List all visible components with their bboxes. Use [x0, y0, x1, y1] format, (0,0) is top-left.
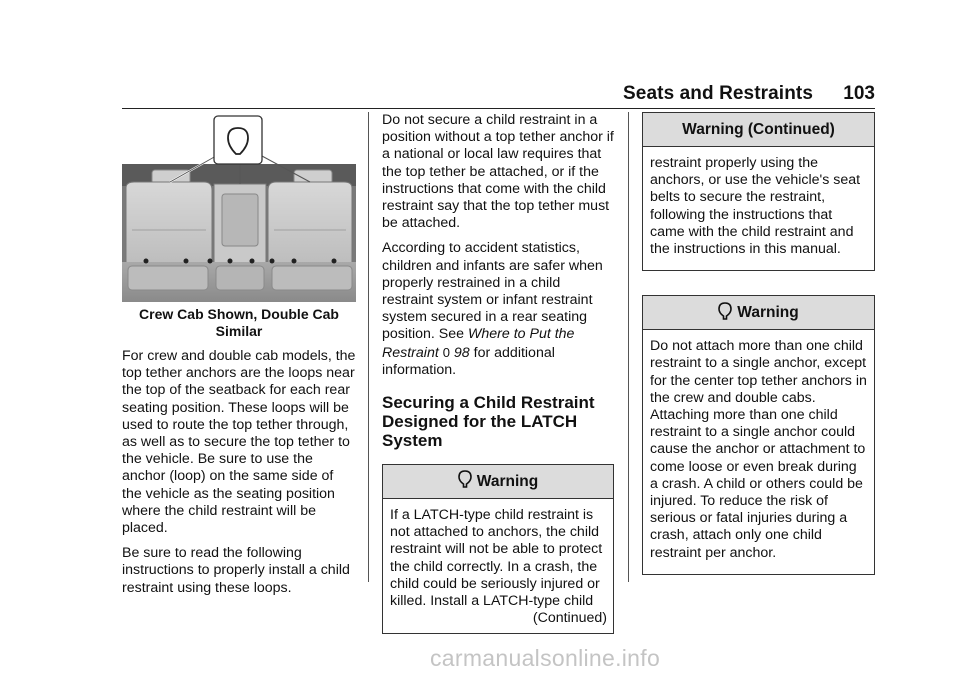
- column-1: [122, 112, 356, 605]
- warning-icon: [458, 470, 472, 492]
- column-divider: [368, 112, 369, 582]
- warning-icon: [718, 302, 732, 324]
- body-paragraph: Do not secure a child restraint in a position without a top tether anchor if a national or local law requires that the top tether be attached, or if the instructions that come with the child restraint say that the top tether must be attached.: [382, 112, 614, 232]
- rear-seat-illustration: [122, 112, 356, 302]
- warning-body: [383, 499, 613, 633]
- cross-reference-link[interactable]: Where to Put the Restraint: [382, 326, 575, 361]
- paragraph-text: for additional information.: [382, 344, 555, 378]
- body-paragraph: [382, 240, 614, 379]
- paragraph-text: According to accident statistics, children and infants are safer when properly restrained in a child restraint system or infant restraint system secured in a rear seating position. See: [382, 240, 603, 343]
- warning-header: [643, 296, 874, 330]
- warning-continued-box: [642, 112, 875, 271]
- warning-title: Warning: [737, 304, 799, 322]
- section-title: Seats and Restraints: [623, 83, 813, 104]
- warning-header: Warning (Continued): [643, 113, 874, 147]
- page-number: 103: [843, 83, 875, 104]
- warning-text: Do not attach more than one child restraint to a single anchor, except for the center top tether anchors in the crew and double cabs. Attaching more than one child restraint to a single anchor could cause the anchor or attachment to come loose or even break during a crash. A child or others could be injured. To reduce the risk of serious or fatal injuries during a crash, attach only one child restraint per anchor.: [650, 338, 867, 561]
- column-2: [382, 112, 614, 634]
- warning-title: Warning: [476, 472, 539, 490]
- warning-box: [642, 295, 875, 575]
- figure-caption: [122, 306, 356, 340]
- reference-arrow-icon: 0: [442, 344, 450, 360]
- seat-tether-anchor-image: [122, 112, 356, 302]
- watermark: carmanualsonline.info: [430, 645, 661, 671]
- caption-line: Similar: [215, 323, 263, 339]
- section-heading: Securing a Child Restraint Designed for the LATCH System: [382, 393, 595, 451]
- body-paragraph: Be sure to read the following instructions to properly install a child restraint using these loops.: [122, 545, 350, 596]
- page-header: [122, 82, 875, 109]
- column-divider: [628, 112, 629, 582]
- warning-text: If a LATCH-type child restraint is not attached to anchors, the child restraint will not be able to protect the child correctly. In a crash, the child could be seriously injured or killed. Install a LATCH-type child: [390, 507, 603, 610]
- reference-page-number[interactable]: 98: [453, 344, 470, 361]
- warning-text: restraint properly using the anchors, or use the vehicle's seat belts to secure the restraint, following the instructions that came with the child restraint and the instructions in this manual.: [650, 155, 861, 258]
- warning-body: [643, 147, 874, 270]
- body-paragraph: For crew and double cab models, the top tether anchors are the loops near the top of the seatback for each rear seating position. These loops will be used to route the top tether through, as well as to secure the top tether to the vehicle. Be sure to use the anchor (loop) on the same side of the vehicle as the seating position where the child restraint will be placed.: [122, 348, 356, 537]
- column-3: [642, 112, 875, 575]
- warning-box: [382, 464, 614, 634]
- continued-label: (Continued): [532, 610, 607, 627]
- warning-header: [383, 465, 613, 499]
- warning-body: [643, 330, 874, 574]
- caption-line: Crew Cab Shown, Double Cab: [139, 306, 339, 322]
